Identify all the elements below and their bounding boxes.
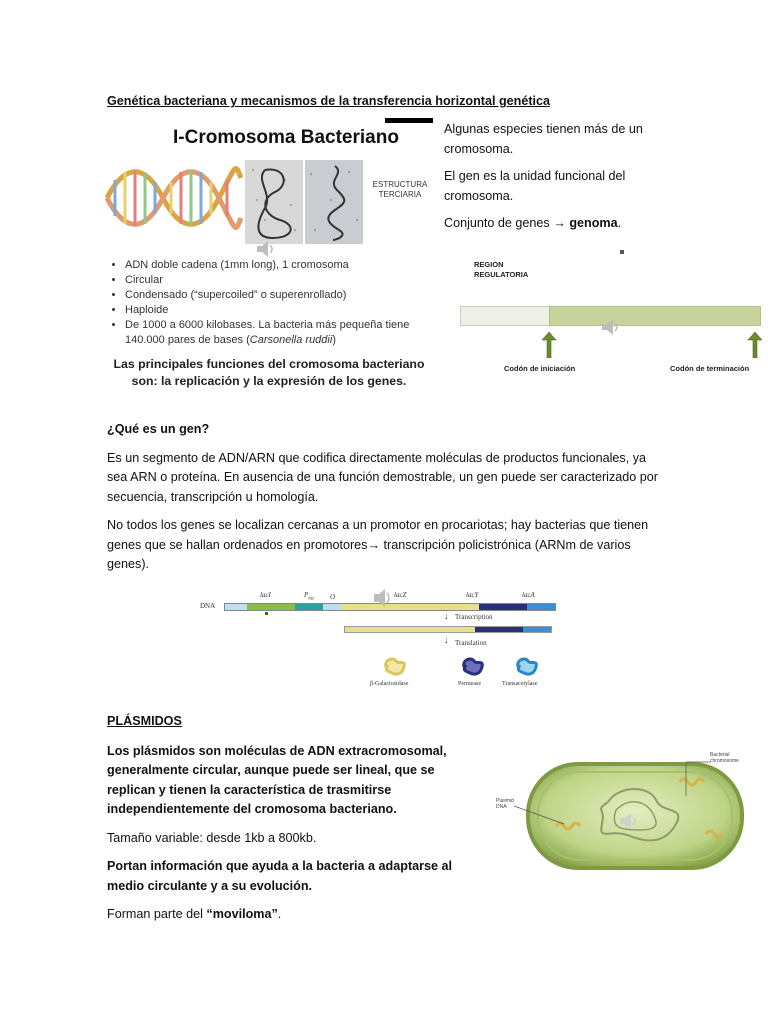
plasmid-dna-label: Plasmid DNA [496,798,514,810]
translation-label: Translation [455,639,487,647]
gene-label: $P_{lac}$ [304,591,315,602]
side-paragraph-3: Conjunto de genes → genoma. [444,216,622,230]
transcription-label: Transcription [455,613,493,621]
speaker-icon[interactable] [372,587,394,609]
dna-helix-image [105,158,243,238]
coding-region-bar [549,306,761,326]
gene-definition: Es un segmento de ADN/ARN que codifica directamente moléculas de productos funcionales, ya sea ARN o proteína. En ausencia de una función demostrable, un gen puede ser caracterizado por secuencia, transcripción u homología. [107,450,658,504]
plasmids-mobilome: Forman parte del “moviloma”. [107,907,282,921]
lacY-segment [479,604,527,610]
chromosome-label: Bacterial chromosome [710,752,739,764]
gene-label: O [330,593,336,601]
plasmids-size: Tamaño variable: desde 1kb a 800kb. [107,830,317,845]
protein-label: Transacetylase [502,681,538,687]
stop-codon-label: Codón de terminación [670,364,750,373]
micrograph-image-2 [305,160,363,244]
transacetylase-protein-icon [514,655,540,677]
gene-figure [454,250,762,380]
beta-galactosidase-protein-icon [382,655,408,677]
chromosome-conclusion: Las principales funciones del cromosoma bacteriano son: la replicación y la expresión de los genes. [113,357,425,388]
lacY-mrna-segment [475,627,523,632]
bullet-item: • Condensado (“supercoiled” o superenrollado) [125,288,425,303]
lacZ-segment [341,604,479,610]
bacterial-cell-figure [480,732,754,872]
gene-label: lacI [260,591,271,599]
regulatory-region-bar [460,306,550,326]
side-text [444,120,664,234]
plasmids-function: Portan información que ayuda a la bacteria a adaptarse al medio circulante y a su evolución. [107,859,453,893]
protein-label: β-Galactosidase [370,681,409,687]
gene-label: lacZ [394,591,407,599]
dna-label: DNA [200,602,216,610]
bullet-item: • ADN doble cadena (1mm long), 1 cromosoma [125,258,425,273]
dna-segment [225,604,247,610]
side-paragraph-2: El gen es la unidad funcional del cromosoma. [444,169,626,203]
permease-protein-icon [460,655,486,677]
structure-label: ESTRUCTURA TERCIARIA [372,180,428,199]
gene-section [107,420,667,575]
lacA-segment [527,604,555,610]
protein-label: Permease [458,681,481,687]
translation-arrow-icon: ↓ [444,635,449,645]
figure-mark [620,250,624,254]
operator-segment [323,604,341,610]
mrna-bar [344,626,552,633]
figure-top-bar [385,118,433,123]
promoter-segment [295,604,323,610]
lacZ-mrna-segment [345,627,475,632]
side-paragraph-1: Algunas especies tienen más de un cromosoma. [444,122,643,156]
chromosome-figure [105,118,433,396]
regulatory-region-label: REGION REGULATORIA [474,260,529,279]
chromosome-figure-title: I-Cromosoma Bacteriano [173,127,399,148]
plasmids-heading: PLÁSMIDOS [107,714,182,728]
micrograph-image-1 [245,160,303,244]
bullet-item: • Circular [125,273,425,288]
bullet-item: • De 1000 a 6000 kilobases. La bacteria más pequeña tiene 140.000 pares de bases (Carsonella ruddii) [125,318,425,348]
chromosome-bullets [111,258,425,348]
transcription-arrow-icon: ↓ [444,611,449,621]
mark [265,612,268,615]
operon-figure [196,583,558,695]
stop-codon-arrow-icon [748,332,762,358]
plasmids-definition: Los plásmidos son moléculas de ADN extracromosomal, generalmente circular, aunque puede ser lineal, que se replican y tienen la característica de trasmitirse independientemente del cromosoma bacteriano. [107,743,447,816]
start-codon-arrow-icon [542,332,556,358]
gene-label: lacY [466,591,479,599]
speaker-icon[interactable] [600,318,622,336]
bullet-item: • Haploide [125,303,425,318]
gene-label: lacA [522,591,535,599]
speaker-icon[interactable] [618,812,640,832]
page-heading: Genética bacteriana y mecanismos de la transferencia horizontal genética [107,94,551,108]
gene-question: ¿Qué es un gen? [107,422,210,436]
gene-promoter-paragraph: No todos los genes se localizan cercanas a un promotor en procariotas; hay bacterias que tienen genes que se hallan ordenados en promotores→ transcripción policistrónica (ARNm de varios genes). [107,518,649,571]
start-codon-label: Codón de iniciación [504,364,576,373]
lacI-segment [247,604,295,610]
lacA-mrna-segment [523,627,551,632]
plasmids-section [107,712,477,925]
speaker-icon[interactable] [255,240,277,258]
